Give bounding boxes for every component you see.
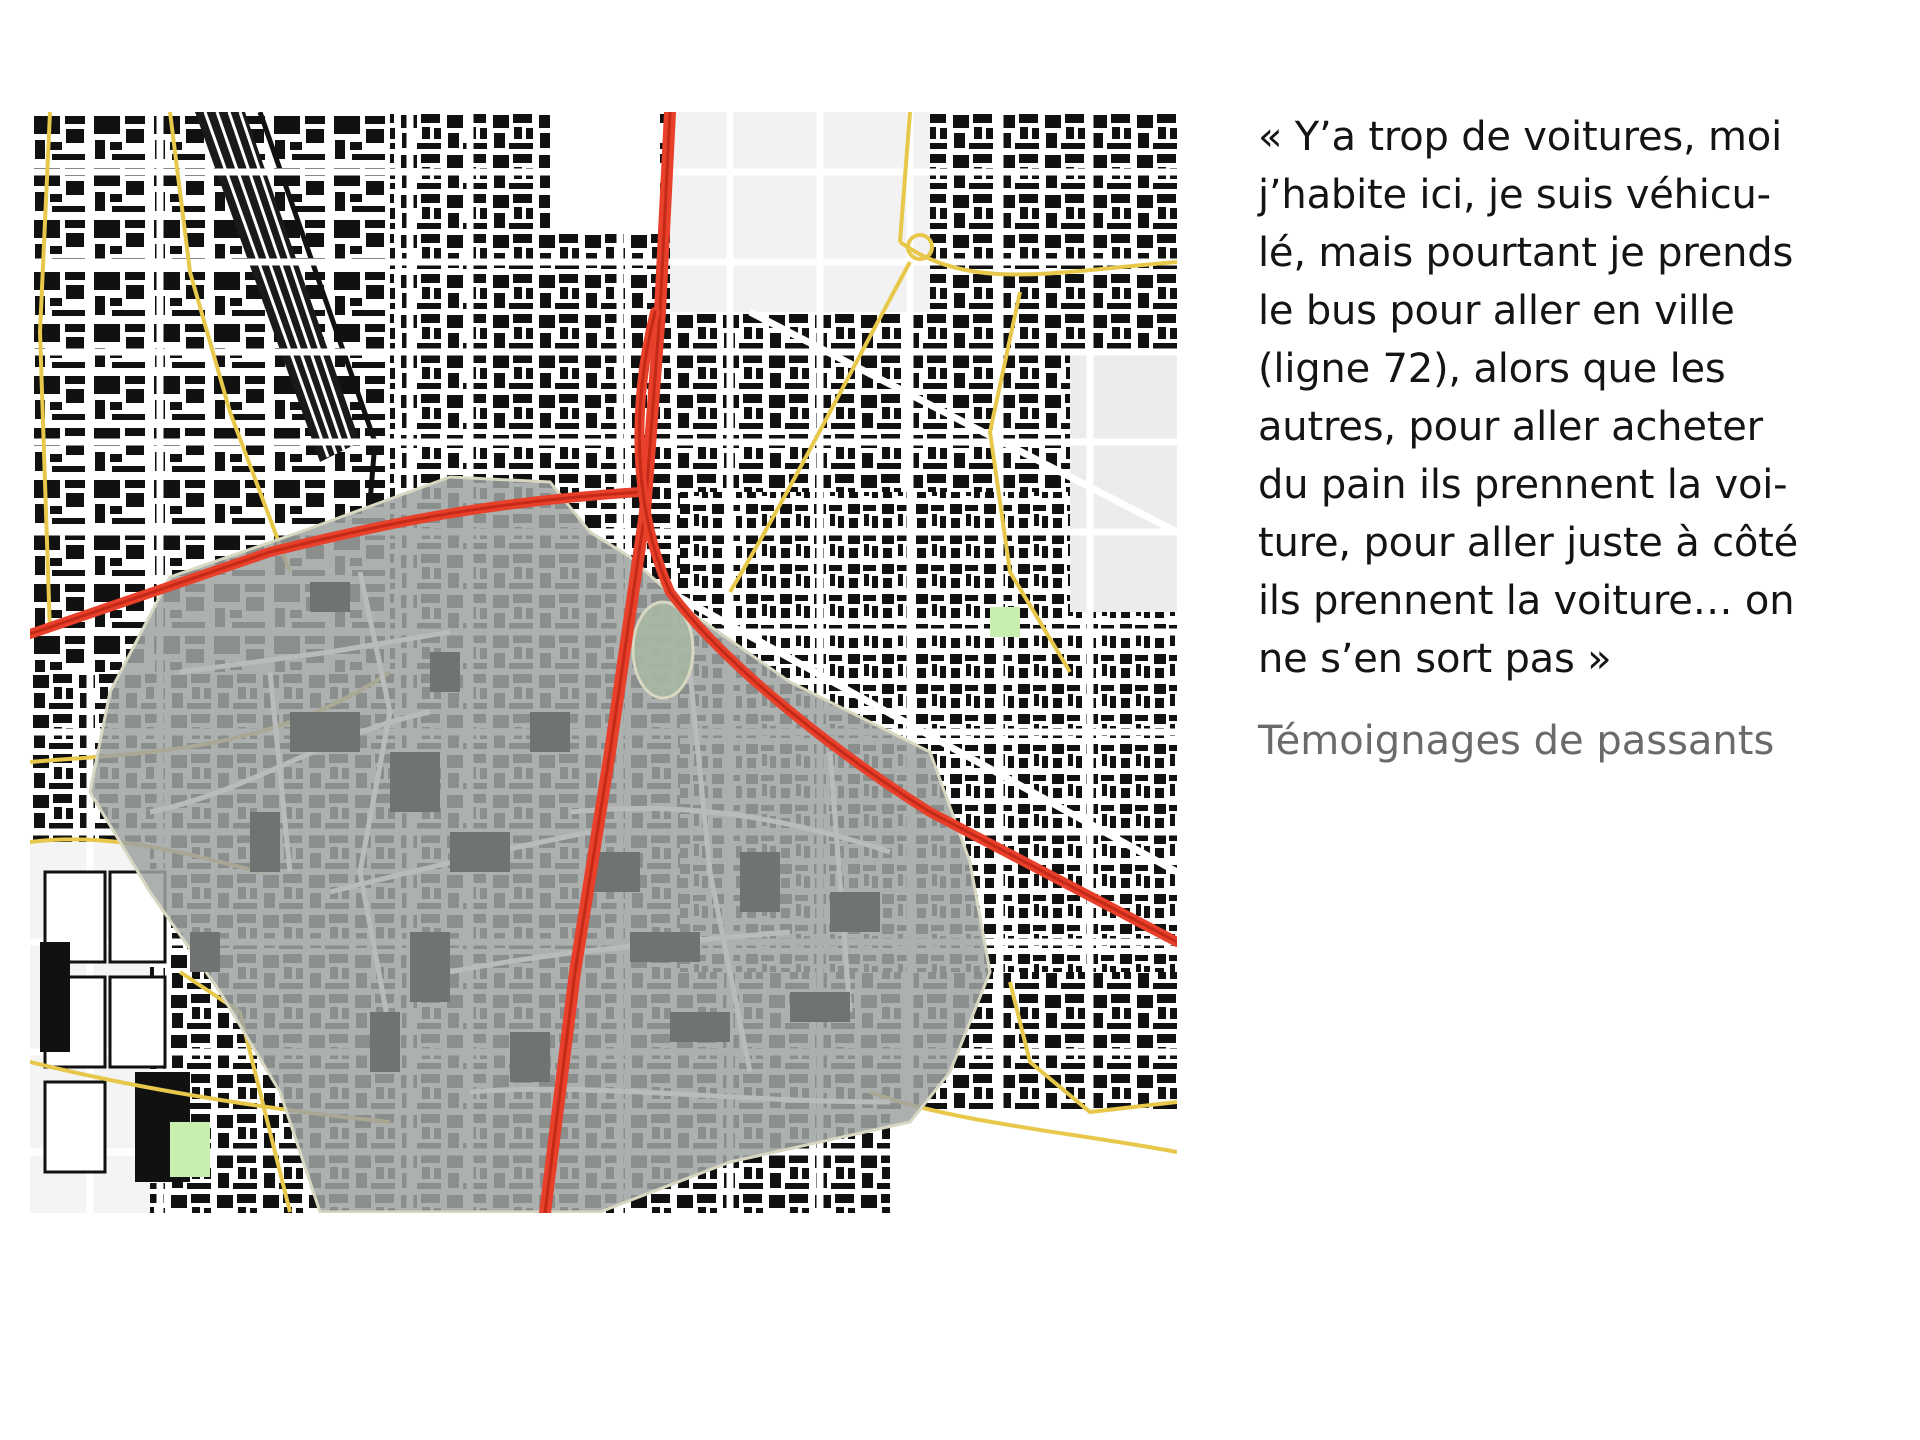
quote-line: (ligne 72), alors que les xyxy=(1258,346,1726,392)
quote-line: ils prennent la voiture… on xyxy=(1258,578,1795,624)
testimony-panel xyxy=(1258,108,1898,766)
map-svg xyxy=(30,112,1177,1213)
quote-line: du pain ils prennent la voi- xyxy=(1258,462,1788,508)
quote-line: le bus pour aller en ville xyxy=(1258,288,1735,334)
quote-line: ne s’en sort pas » xyxy=(1258,636,1612,682)
quote-line: j’habite ici, je suis véhicu- xyxy=(1258,172,1771,218)
quote-line: « Y’a trop de voitures, moi xyxy=(1258,114,1782,160)
quote-line: autres, pour aller acheter xyxy=(1258,404,1763,450)
warehouse-building xyxy=(40,942,70,1052)
urban-map xyxy=(30,112,1177,1213)
park-patch xyxy=(170,1122,210,1177)
park-patch xyxy=(990,607,1020,637)
quote-line: ture, pour aller juste à côté xyxy=(1258,520,1799,566)
quote-source: Témoignages de passants xyxy=(1258,718,1775,764)
testimony-quote xyxy=(1258,108,1898,688)
quote-line: lé, mais pourtant je prends xyxy=(1258,230,1794,276)
open-area-north xyxy=(670,112,930,312)
